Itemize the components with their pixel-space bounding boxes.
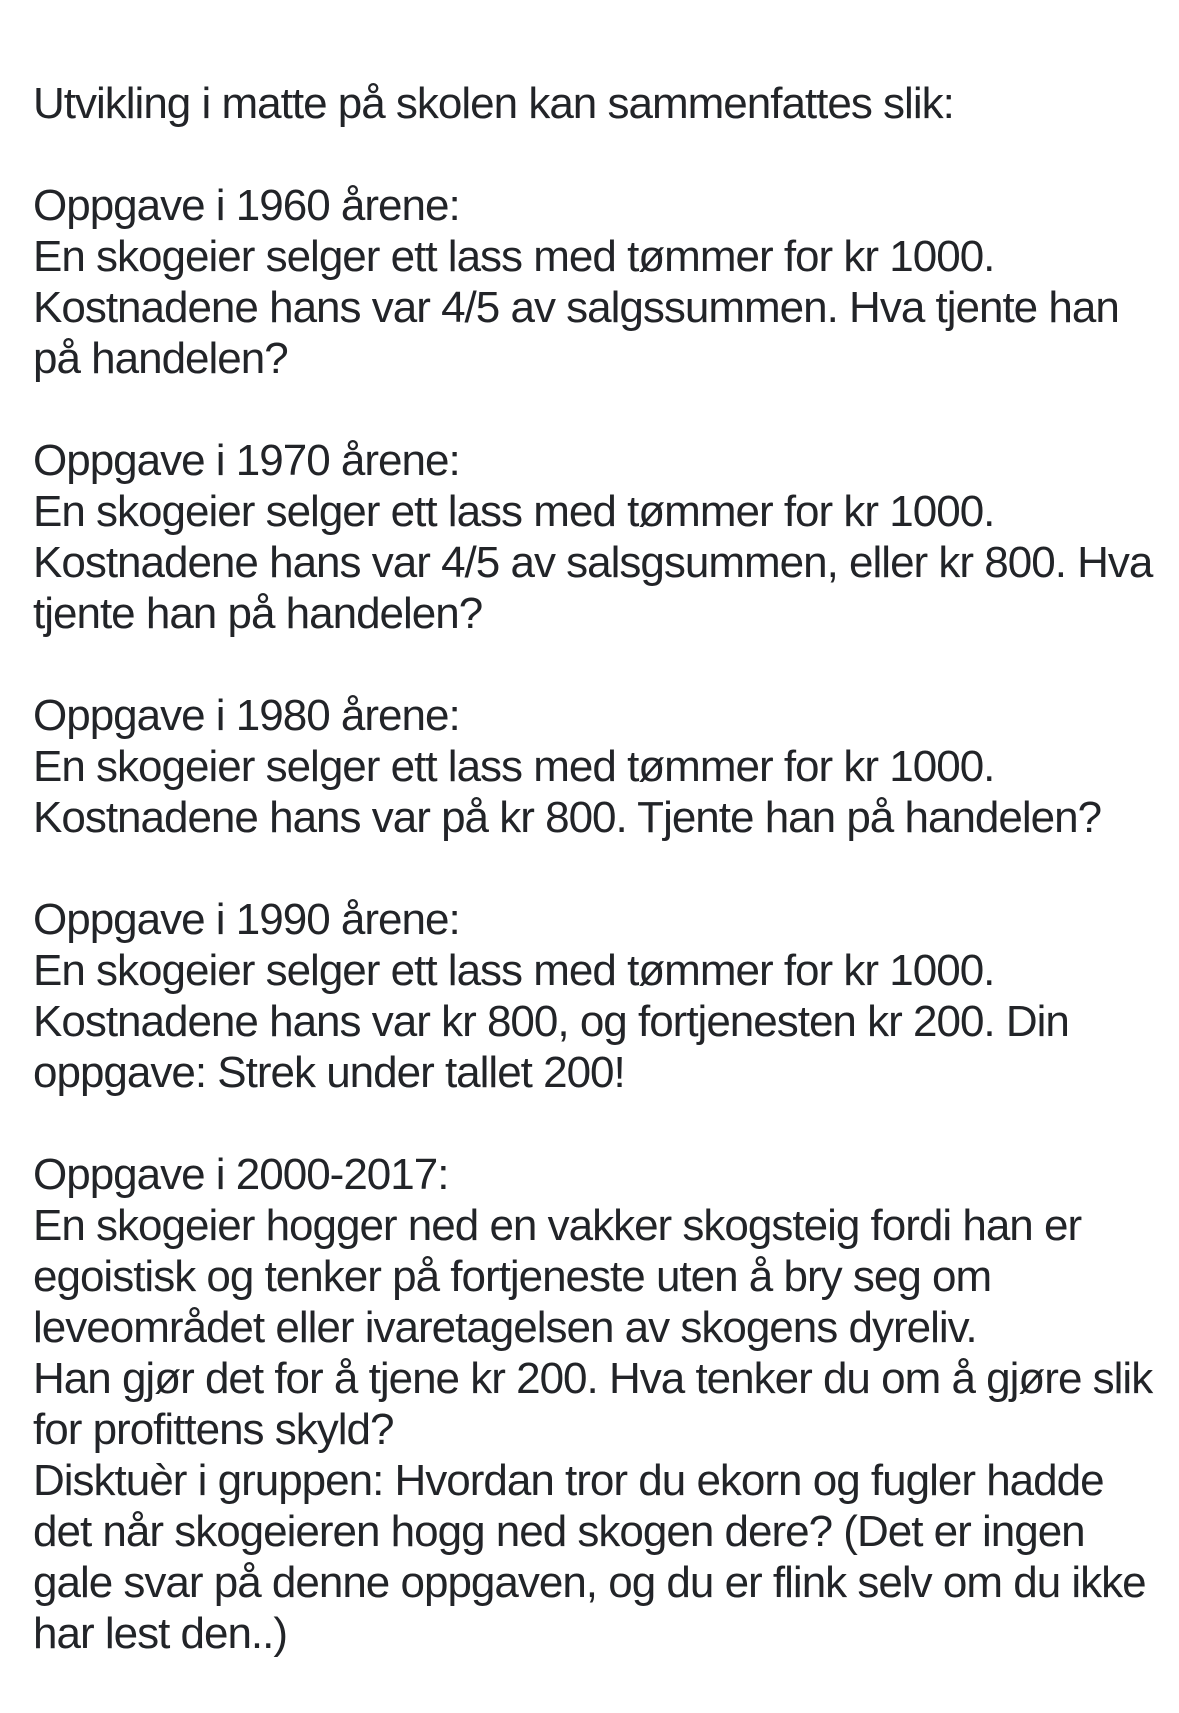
- text-line: Oppgave i 1970 årene:: [33, 436, 460, 485]
- paragraph: [33, 435, 1159, 639]
- text-line: leveområdet eller ivaretagelsen av skogens dyreliv.: [33, 1303, 977, 1352]
- text-line: En skogeier selger ett lass med tømmer for kr 1000.: [33, 487, 995, 536]
- text-line: En skogeier hogger ned en vakker skogsteig fordi han er: [33, 1201, 1082, 1250]
- paragraph: [33, 894, 1159, 1098]
- text-line: Disktuèr i gruppen: Hvordan tror du ekorn og fugler hadde: [33, 1456, 1104, 1505]
- text-line: Oppgave i 1990 årene:: [33, 895, 460, 944]
- text-line: Han gjør det for å tjene kr 200. Hva tenker du om å gjøre slik: [33, 1354, 1153, 1403]
- text-line: En skogeier selger ett lass med tømmer for kr 1000.: [33, 742, 995, 791]
- text-line: egoistisk og tenker på fortjeneste uten å bry seg om: [33, 1252, 992, 1301]
- paragraph: [33, 78, 1159, 129]
- text-line: Kostnadene hans var på kr 800. Tjente han på handelen?: [33, 793, 1102, 842]
- text-line: Oppgave i 1960 årene:: [33, 181, 460, 230]
- text-line: Kostnadene hans var kr 800, og fortjenesten kr 200. Din: [33, 997, 1069, 1046]
- paragraph: [33, 1149, 1159, 1659]
- text-line: Utvikling i matte på skolen kan sammenfattes slik:: [33, 79, 954, 128]
- text-line: Oppgave i 2000-2017:: [33, 1150, 449, 1199]
- text-line: Kostnadene hans var 4/5 av salsgsummen, eller kr 800. Hva: [33, 538, 1153, 587]
- text-line: gale svar på denne oppgaven, og du er flink selv om du ikke: [33, 1558, 1146, 1607]
- text-line: på handelen?: [33, 334, 288, 383]
- paragraph: [33, 180, 1159, 384]
- text-line: det når skogeieren hogg ned skogen dere? (Det er ingen: [33, 1507, 1085, 1556]
- text-line: Oppgave i 1980 årene:: [33, 691, 460, 740]
- paragraph: [33, 690, 1159, 843]
- text-line: oppgave: Strek under tallet 200!: [33, 1048, 625, 1097]
- text-line: tjente han på handelen?: [33, 589, 483, 638]
- text-line: Kostnadene hans var 4/5 av salgssummen. Hva tjente han: [33, 283, 1119, 332]
- text-line: har lest den..): [33, 1609, 288, 1658]
- text-line: En skogeier selger ett lass med tømmer for kr 1000.: [33, 232, 995, 281]
- text-line: En skogeier selger ett lass med tømmer for kr 1000.: [33, 946, 995, 995]
- text-line: for profittens skyld?: [33, 1405, 394, 1454]
